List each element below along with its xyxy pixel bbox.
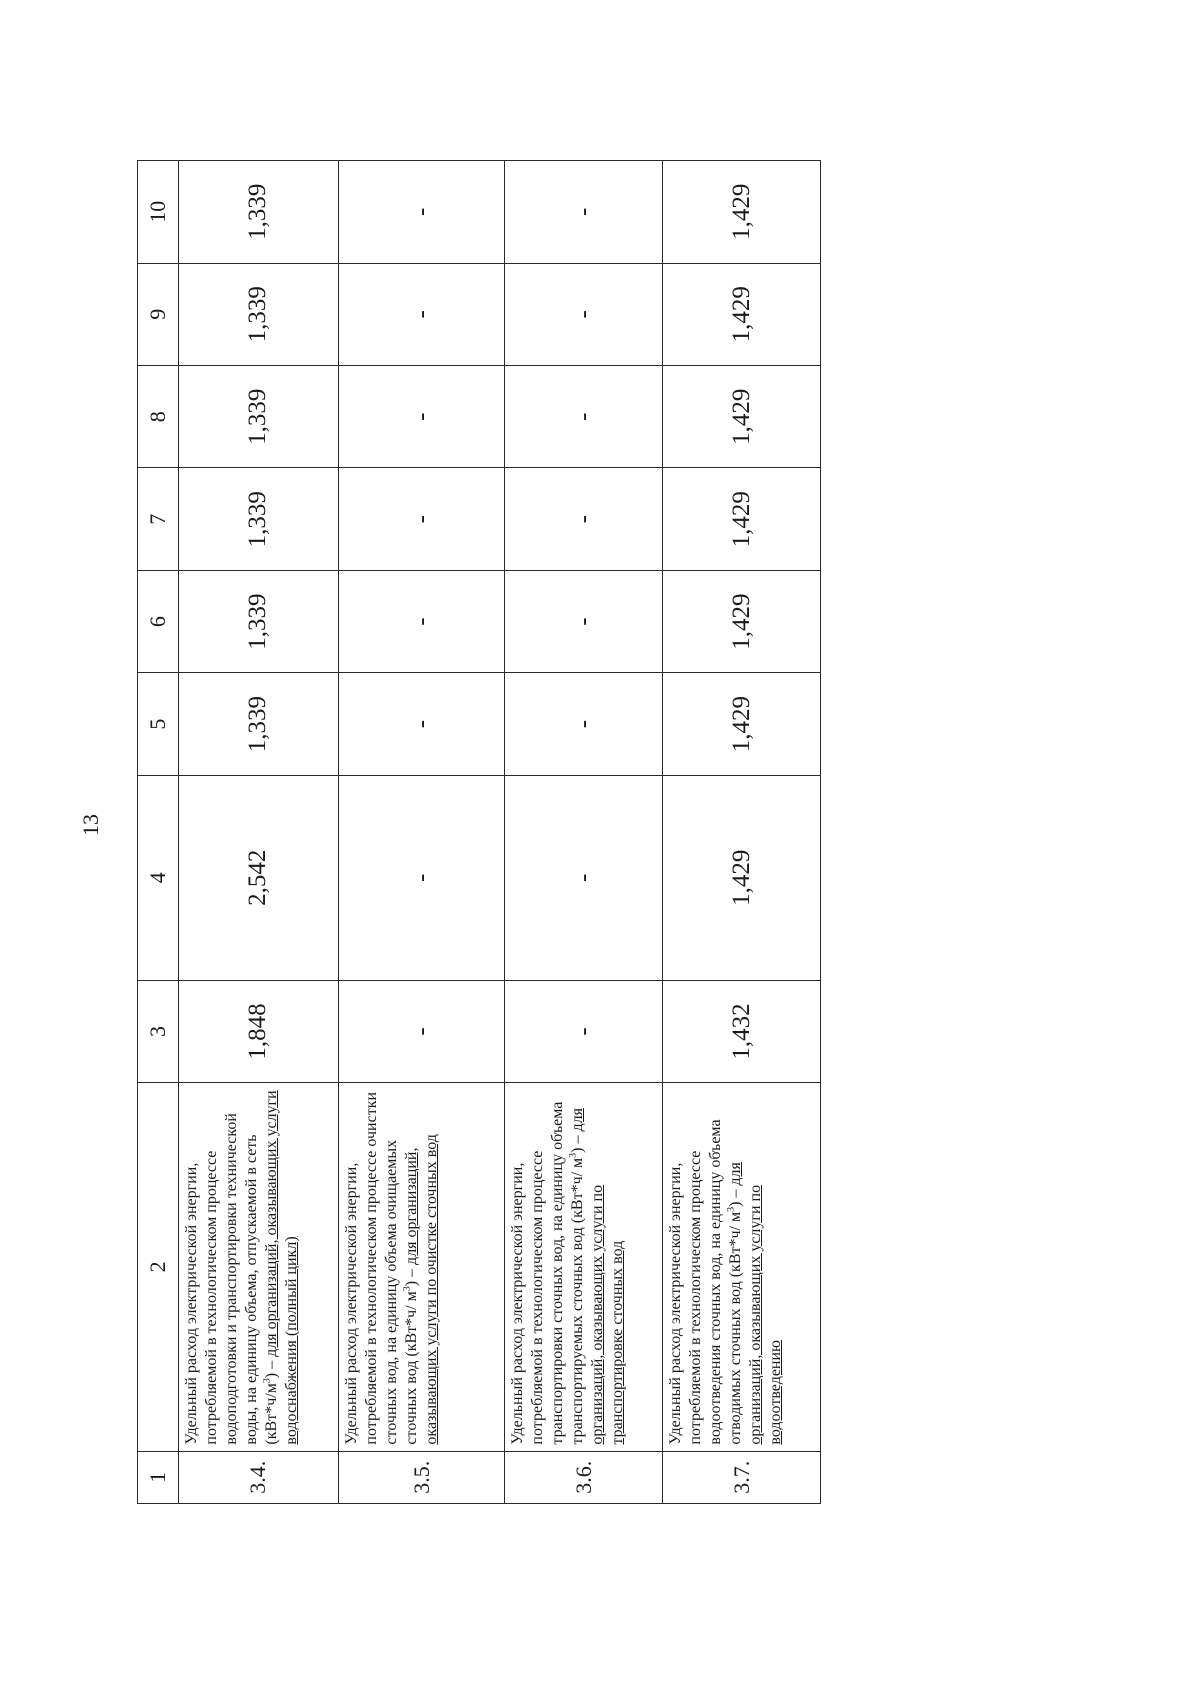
table-row [663, 161, 821, 1504]
row-description: Удельный расход электрической энергии, потребляемой в технологическом процессе очистки сточных вод, на единицу объема очищаемых сточных вод (кВт*ч/ $м^3$) – для организаций, оказывающих услуги по очистке сточных вод [338, 1083, 504, 1451]
value-cell: 1,339 [179, 263, 339, 365]
value-cell: - [338, 570, 504, 672]
column-header: 3 [138, 980, 179, 1082]
column-header: 6 [138, 570, 179, 672]
value-cell: 2,542 [179, 775, 339, 980]
value-cell: 1,429 [663, 775, 821, 980]
value-cell: - [505, 468, 663, 570]
value-cell: - [338, 263, 504, 365]
table-row [179, 161, 339, 1504]
column-header: 1 [138, 1451, 179, 1503]
row-number: 3.4. [179, 1451, 339, 1503]
value-cell: 1,848 [179, 980, 339, 1082]
value-cell: - [505, 673, 663, 775]
value-cell: 1,339 [179, 161, 339, 264]
value-cell: - [505, 775, 663, 980]
column-header: 4 [138, 775, 179, 980]
column-header: 9 [138, 263, 179, 365]
value-cell: - [505, 263, 663, 365]
column-header: 2 [138, 1083, 179, 1451]
table-row [338, 161, 504, 1504]
value-cell: 1,429 [663, 570, 821, 672]
value-cell: 1,432 [663, 980, 821, 1082]
row-description: Удельный расход электрической энергии, потребляемой в технологическом процессе водоотведения сточных вод, на единицу объема отводимых сточных вод (кВт*ч/ $м^3$) – для организаций, оказывающих услуги по водоотведению [663, 1083, 821, 1451]
value-cell: - [505, 570, 663, 672]
value-cell: 1,339 [179, 570, 339, 672]
row-number: 3.7. [663, 1451, 821, 1503]
column-header: 7 [138, 468, 179, 570]
value-cell: 1,339 [179, 673, 339, 775]
value-cell: 1,429 [663, 673, 821, 775]
page-number: 13 [78, 814, 103, 836]
value-cell: 1,429 [663, 468, 821, 570]
table-row [505, 161, 663, 1504]
value-cell: 1,429 [663, 161, 821, 264]
rotated-table-container [137, 160, 821, 1504]
value-cell: - [505, 366, 663, 468]
row-description: Удельный расход электрической энергии, потребляемой в технологическом процессе транспортировки сточных вод, на единицу объема транспортируемых сточных вод (кВт*ч/ $м^3$) – для организаций, оказывающих услуги по транспортировке сточных вод [505, 1083, 663, 1451]
value-cell: - [505, 980, 663, 1082]
value-cell: 1,339 [179, 468, 339, 570]
value-cell: 1,429 [663, 366, 821, 468]
column-header: 5 [138, 673, 179, 775]
value-cell: - [338, 161, 504, 264]
value-cell: - [338, 980, 504, 1082]
value-cell: - [338, 775, 504, 980]
value-cell: - [338, 673, 504, 775]
row-number: 3.5. [338, 1451, 504, 1503]
value-cell: - [338, 468, 504, 570]
value-cell: - [338, 366, 504, 468]
indicator-table [137, 160, 821, 1504]
header-row [138, 161, 179, 1504]
value-cell: - [505, 161, 663, 264]
value-cell: 1,429 [663, 263, 821, 365]
column-header: 10 [138, 161, 179, 264]
value-cell: 1,339 [179, 366, 339, 468]
row-number: 3.6. [505, 1451, 663, 1503]
column-header: 8 [138, 366, 179, 468]
row-description: Удельный расход электрической энергии, потребляемой в технологическом процессе водоподготовки и транспортировки технической воды, на единицу объема, отпускаемой в сеть $(кВт*ч/м^3)$ – для организаций, оказывающих услуги водоснабжения (полный цикл) [179, 1083, 339, 1451]
